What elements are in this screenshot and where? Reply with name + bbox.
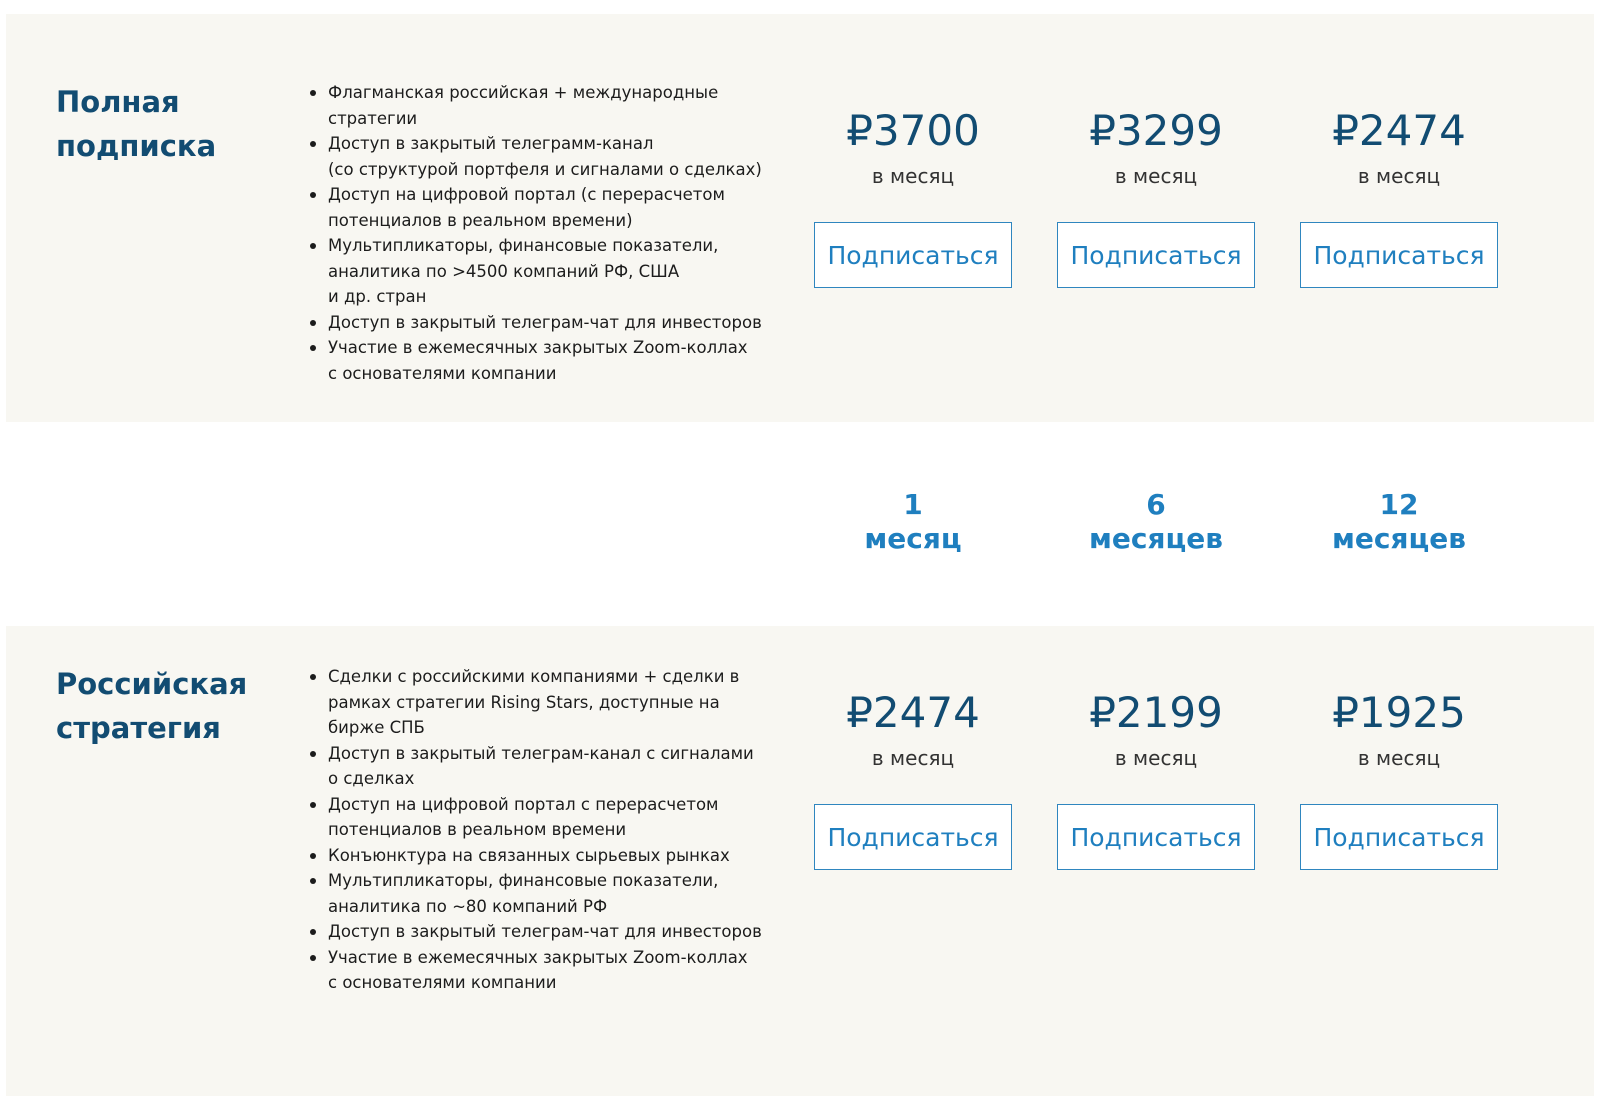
plan-title-line: Российская: [56, 667, 248, 701]
feature-item: [306, 945, 776, 996]
subscribe-button[interactable]: Подписаться: [1057, 804, 1255, 870]
price-column-12-months: [1299, 686, 1499, 870]
subscribe-button[interactable]: Подписаться: [814, 804, 1012, 870]
price-column-6-months: [1056, 686, 1256, 870]
period-header-6-months: [1056, 488, 1256, 556]
period-header-12-months: [1299, 488, 1499, 556]
period-number: 12: [1379, 488, 1419, 521]
price-period-label: в месяц: [1114, 746, 1198, 770]
feature-item: [306, 131, 776, 182]
feature-item: [306, 664, 776, 741]
plan-title: [56, 80, 276, 168]
feature-line: стратегии: [328, 108, 418, 128]
price-column-1-month: [813, 104, 1013, 288]
price-column-6-months: [1056, 104, 1256, 288]
price-period-label: в месяц: [871, 746, 955, 770]
period-number: 1: [903, 488, 923, 521]
feature-line: аналитика по >4500 компаний РФ, США: [328, 261, 680, 281]
period-unit: месяцев: [1332, 522, 1466, 555]
feature-item: [306, 335, 776, 386]
feature-line: (со структурой портфеля и сигналами о сделках): [328, 159, 762, 179]
feature-line: и др. стран: [328, 287, 427, 306]
plan-card-full-subscription: [6, 14, 1594, 422]
feature-line: Доступ в закрытый телеграм-канал с сигналами: [328, 743, 754, 763]
feature-item: [306, 80, 776, 131]
feature-line: с основателями компании: [328, 973, 557, 992]
price-period-label: в месяц: [1114, 164, 1198, 188]
subscribe-button[interactable]: Подписаться: [1300, 222, 1498, 288]
feature-line: о сделках: [328, 769, 415, 788]
feature-item: [306, 233, 776, 310]
feature-line: Участие в ежемесячных закрытых Zoom-коллах: [328, 947, 748, 967]
period-header-1-month: [813, 488, 1013, 556]
price-amount: ₽1925: [1332, 688, 1466, 737]
period-number: 6: [1146, 488, 1166, 521]
price-column-1-month: [813, 686, 1013, 870]
feature-item: [306, 310, 776, 336]
feature-item: [306, 182, 776, 233]
feature-line: Доступ на цифровой портал (с перерасчетом: [328, 185, 725, 204]
feature-line: рамках стратегии Rising Stars, доступные на: [328, 692, 720, 712]
price-amount: ₽2474: [1332, 106, 1466, 155]
feature-line: Сделки с российскими компаниями + сделки в: [328, 667, 740, 686]
plan-card-russian-strategy: [6, 626, 1594, 1096]
feature-list: [306, 80, 776, 386]
feature-item: [306, 843, 776, 869]
plan-title-line: подписка: [56, 129, 217, 163]
feature-line: Доступ в закрытый телеграм-чат для инвесторов: [328, 922, 762, 941]
feature-item: [306, 741, 776, 792]
feature-line: Конъюнктура на связанных сырьевых рынках: [328, 845, 730, 865]
price-amount: ₽2474: [846, 688, 980, 737]
plan-title: [56, 662, 276, 750]
feature-list: [306, 664, 776, 996]
feature-line: потенциалов в реальном времени: [328, 820, 627, 839]
feature-line: аналитика по ~80 компаний РФ: [328, 896, 608, 916]
price-amount: ₽3299: [1089, 106, 1223, 155]
feature-item: [306, 868, 776, 919]
feature-item: [306, 919, 776, 945]
feature-line: с основателями компании: [328, 363, 557, 383]
feature-line: Доступ в закрытый телеграмм-канал: [328, 134, 654, 153]
price-period-label: в месяц: [1357, 746, 1441, 770]
price-period-label: в месяц: [871, 164, 955, 188]
period-unit: месяц: [864, 522, 962, 555]
subscribe-button[interactable]: Подписаться: [1057, 222, 1255, 288]
price-column-12-months: [1299, 104, 1499, 288]
feature-line: потенциалов в реальном времени): [328, 210, 633, 230]
plan-title-line: стратегия: [56, 711, 221, 745]
period-unit: месяцев: [1089, 522, 1223, 555]
price-amount: ₽3700: [846, 106, 980, 155]
price-amount: ₽2199: [1089, 688, 1223, 737]
feature-line: Участие в ежемесячных закрытых Zoom-коллах: [328, 338, 748, 357]
feature-line: Флагманская российская + международные: [328, 83, 719, 102]
feature-line: бирже СПБ: [328, 718, 425, 737]
plan-title-line: Полная: [56, 85, 180, 119]
feature-line: Доступ в закрытый телеграм-чат для инвесторов: [328, 312, 762, 332]
feature-line: Доступ на цифровой портал с перерасчетом: [328, 794, 719, 814]
subscribe-button[interactable]: Подписаться: [1300, 804, 1498, 870]
feature-line: Мультипликаторы, финансовые показатели,: [328, 871, 719, 890]
feature-line: Мультипликаторы, финансовые показатели,: [328, 236, 719, 255]
subscribe-button[interactable]: Подписаться: [814, 222, 1012, 288]
feature-item: [306, 792, 776, 843]
price-period-label: в месяц: [1357, 164, 1441, 188]
